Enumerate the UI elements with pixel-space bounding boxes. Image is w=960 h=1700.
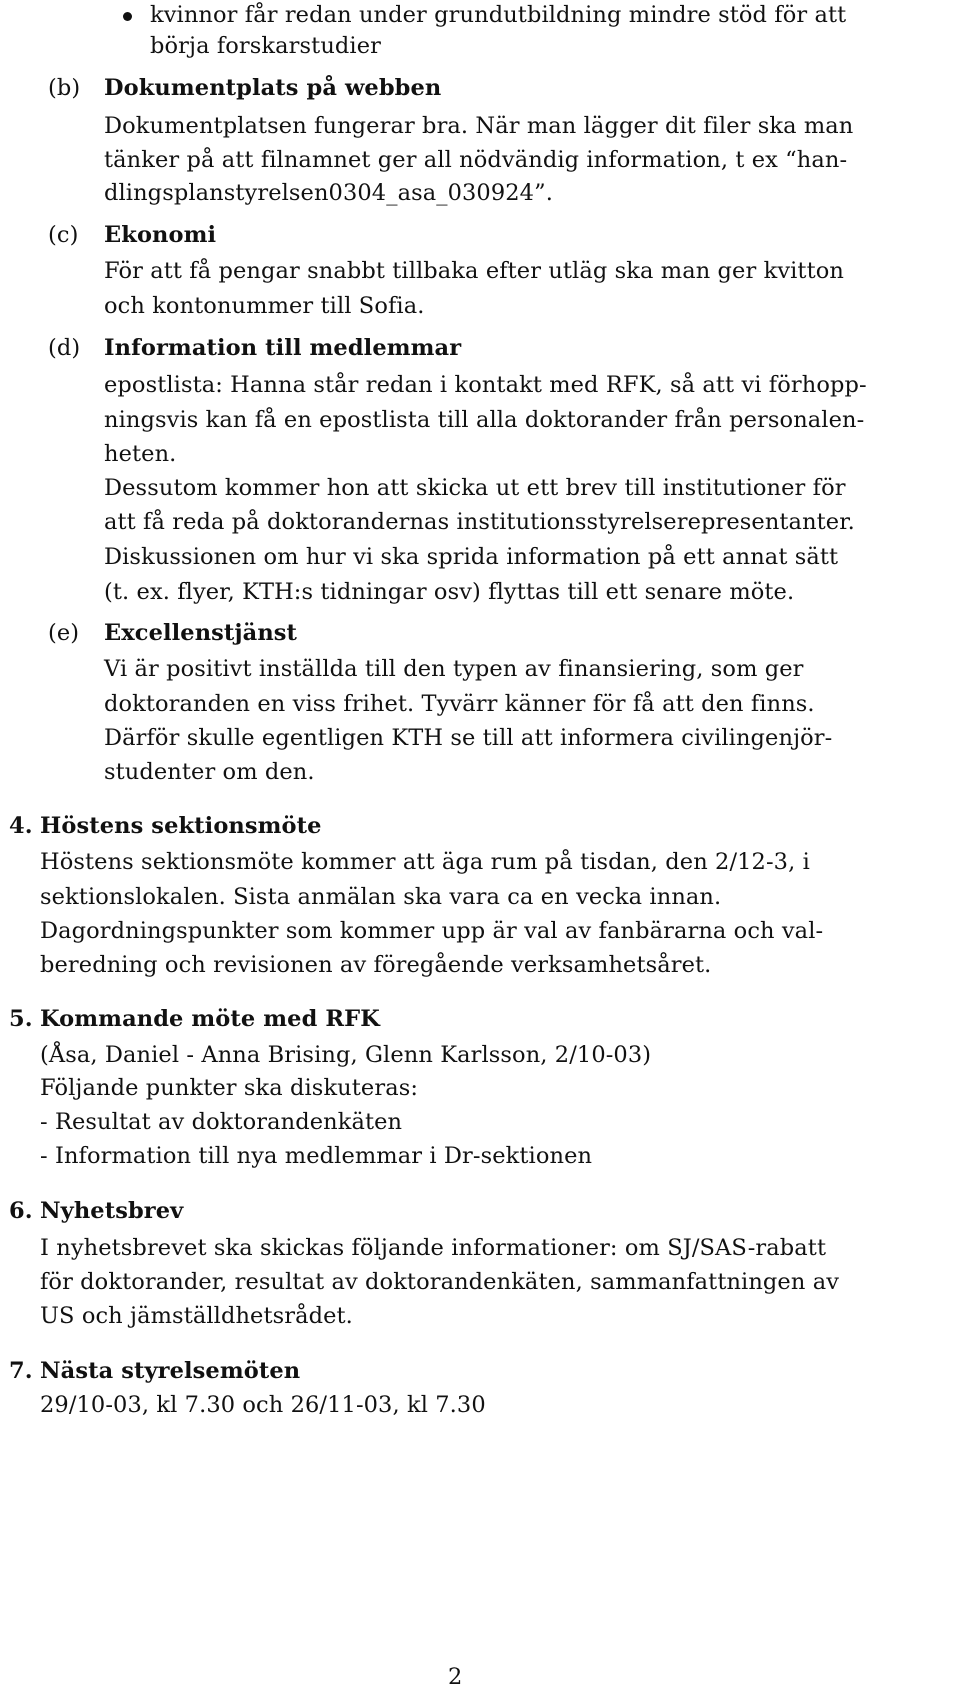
section-heading: Kommande möte med RFK <box>40 1006 380 1032</box>
section-line: beredning och revisionen av föregående verksamhetsåret. <box>40 952 712 978</box>
sub-item-line: ningsvis kan få en epostlista till alla doktorander från personalen- <box>104 407 865 433</box>
sub-item-line: Dokumentplatsen fungerar bra. När man lägger dit filer ska man <box>104 113 854 139</box>
bullet-line: kvinnor får redan under grundutbildning mindre stöd för att <box>150 2 847 28</box>
section-line: för doktorander, resultat av doktorandenkäten, sammanfattningen av <box>40 1269 840 1295</box>
section-number: 4. <box>9 813 33 839</box>
sub-item-line: Vi är positivt inställda till den typen av finansiering, som ger <box>104 656 804 682</box>
section-number: 6. <box>9 1198 33 1224</box>
section-number: 5. <box>9 1006 33 1032</box>
section-line: Höstens sektionsmöte kommer att äga rum på tisdan, den 2/12-3, i <box>40 849 810 875</box>
sub-item-line: Diskussionen om hur vi ska sprida information på ett annat sätt <box>104 544 839 570</box>
section-line: I nyhetsbrevet ska skickas följande informationer: om SJ/SAS-rabatt <box>40 1235 827 1261</box>
sub-item-line: studenter om den. <box>104 759 315 785</box>
section-line: Dagordningspunkter som kommer upp är val av fanbärarna och val- <box>40 918 824 944</box>
sub-item-marker: (c) <box>48 222 79 248</box>
section-line: US och jämställdhetsrådet. <box>40 1303 353 1329</box>
section-line: - Resultat av doktorandenkäten <box>40 1109 403 1135</box>
sub-item-line: Därför skulle egentligen KTH se till att informera civilingenjör- <box>104 725 833 751</box>
section-line: Följande punkter ska diskuteras: <box>40 1075 419 1101</box>
section-heading: Nästa styrelsemöten <box>40 1358 301 1384</box>
section-line: - Information till nya medlemmar i Dr-sektionen <box>40 1143 593 1169</box>
sub-item-heading: Excellenstjänst <box>104 620 298 646</box>
sub-item-line: och kontonummer till Sofia. <box>104 293 425 319</box>
section-heading: Nyhetsbrev <box>40 1198 184 1224</box>
section-line: (Åsa, Daniel - Anna Brising, Glenn Karlsson, 2/10-03) <box>40 1042 652 1068</box>
sub-item-line: För att få pengar snabbt tillbaka efter utläg ska man ger kvitton <box>104 258 844 284</box>
sub-item-line: heten. <box>104 441 177 467</box>
sub-item-line: doktoranden en viss frihet. Tyvärr känner för få att den finns. <box>104 691 815 717</box>
sub-item-line: tänker på att filnamnet ger all nödvändig information, t ex “han- <box>104 147 848 173</box>
section-heading: Höstens sektionsmöte <box>40 813 322 839</box>
sub-item-line: (t. ex. flyer, KTH:s tidningar osv) flyttas till ett senare möte. <box>104 579 795 605</box>
sub-item-marker: (b) <box>48 75 81 101</box>
sub-item-heading: Information till medlemmar <box>104 335 462 361</box>
sub-item-marker: (e) <box>48 620 80 646</box>
sub-item-line: att få reda på doktorandernas institutionsstyrelserepresentanter. <box>104 509 855 535</box>
section-line: sektionslokalen. Sista anmälan ska vara ca en vecka innan. <box>40 884 722 910</box>
sub-item-line: Dessutom kommer hon att skicka ut ett brev till institutioner för <box>104 475 846 501</box>
sub-item-line: dlingsplanstyrelsen0304_asa_030924”. <box>104 180 553 206</box>
section-line: 29/10-03, kl 7.30 och 26/11-03, kl 7.30 <box>40 1392 486 1418</box>
sub-item-heading: Dokumentplats på webben <box>104 75 442 101</box>
sub-item-marker: (d) <box>48 335 81 361</box>
bullet-icon <box>123 12 132 21</box>
sub-item-heading: Ekonomi <box>104 222 217 248</box>
bullet-line: börja forskarstudier <box>150 33 381 59</box>
page-number: 2 <box>448 1664 463 1690</box>
section-number: 7. <box>9 1358 33 1384</box>
sub-item-line: epostlista: Hanna står redan i kontakt med RFK, så att vi förhopp- <box>104 372 867 398</box>
